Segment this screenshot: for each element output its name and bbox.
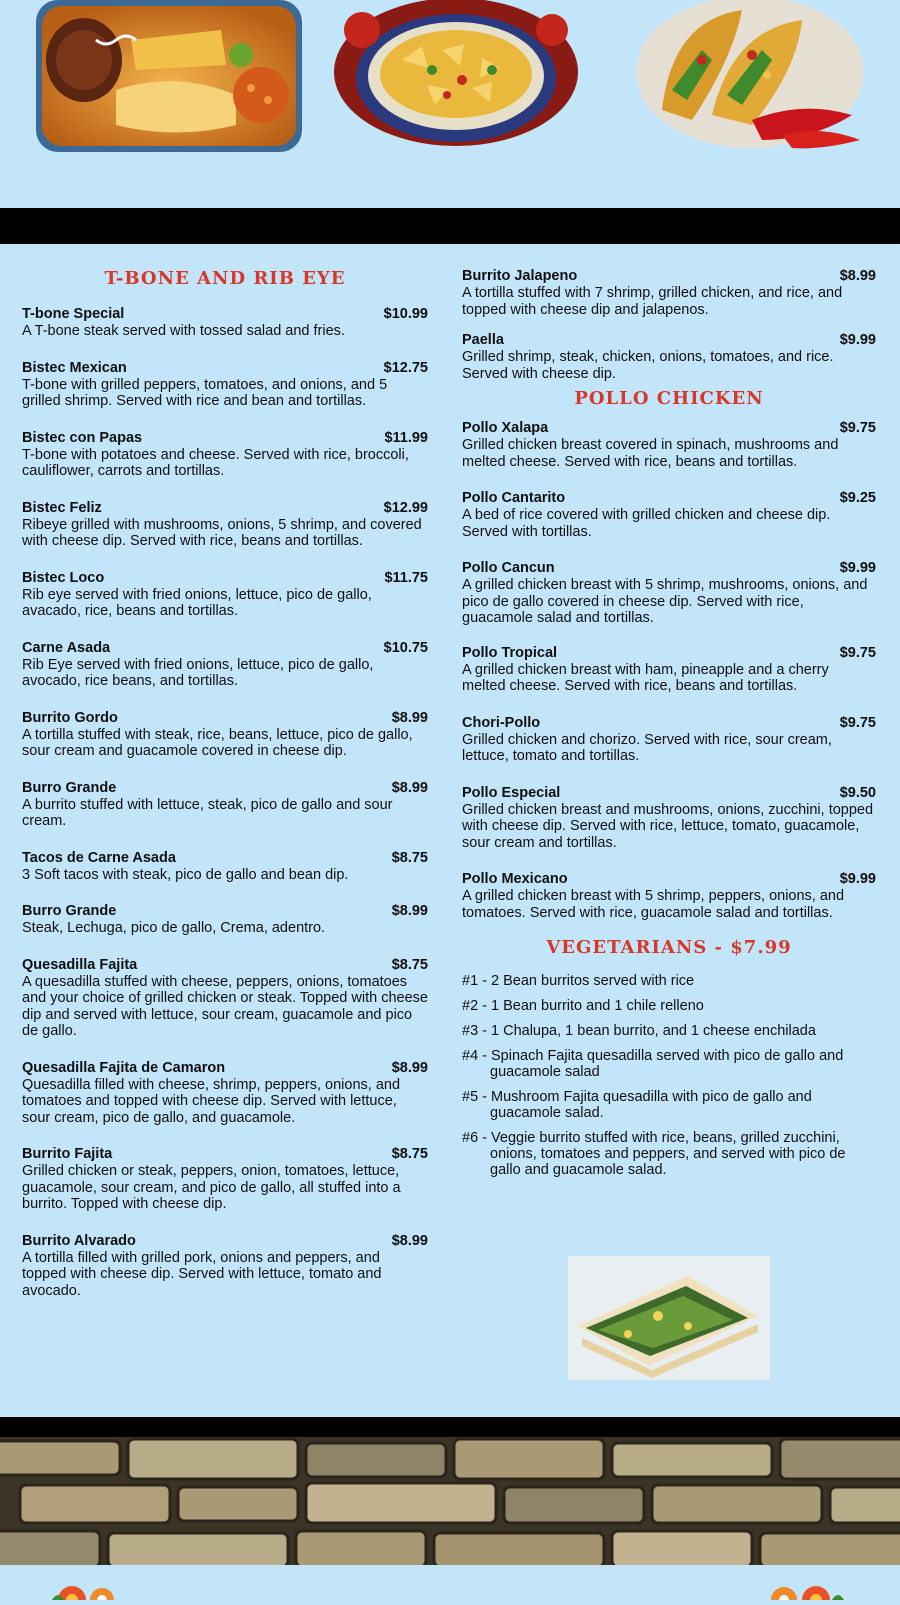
top-black-band: [0, 208, 900, 244]
menu-item-description: T-bone with grilled peppers, tomatoes, and onions, and 5 grilled shrimp. Served with rice and bean and tortillas.: [22, 376, 388, 409]
menu-item-price: $9.75: [839, 644, 876, 661]
section-title-tbone: T-BONE AND RIB EYE: [104, 268, 346, 289]
menu-item: [22, 1060, 428, 1127]
menu-item-name: Pollo Tropical: [462, 644, 558, 661]
bottom-black-band: [0, 1417, 900, 1439]
left-column: [22, 268, 428, 1299]
pollo-items-list: [462, 420, 876, 921]
menu-item-description: A grilled chicken breast with 5 shrimp, peppers, onions, and tomatoes. Served with rice, guacamole salad and tortillas.: [462, 888, 845, 921]
menu-item-price: $9.75: [839, 420, 876, 436]
menu-item-price: $11.75: [384, 569, 428, 586]
photo-strip: [0, 0, 900, 208]
menu-item: [22, 780, 428, 830]
menu-item-price: $12.99: [383, 499, 428, 516]
menu-item-price: $8.99: [391, 709, 428, 726]
menu-item-name: Pollo Xalapa: [462, 420, 549, 436]
menu-item-price: $10.99: [383, 306, 428, 322]
menu-item-name: Pollo Cancun: [462, 560, 555, 576]
menu-item: [462, 715, 876, 765]
menu-item-description: 3 Soft tacos with steak, pico de gallo and bean dip.: [22, 866, 349, 883]
menu-item-price: $9.75: [839, 714, 876, 731]
menu-item-description: A tortilla stuffed with 7 shrimp, grilled chicken, and rice, and topped with cheese dip and jalapenos.: [462, 285, 843, 318]
menu-item-name: Pollo Especial: [462, 784, 561, 801]
menu-item-description: Rib Eye served with fried onions, lettuce, pico de gallo, avocado, rice beans, and tortillas.: [22, 656, 374, 689]
vegetarian-item: #1 - 2 Bean burritos served with rice: [462, 973, 695, 989]
menu-item: [462, 871, 876, 921]
menu-item-description: Grilled chicken or steak, peppers, onion, tomatoes, lettuce, guacamole, sour cream, and pico de gallo, all stuffed into a burrito. Topped with cheese dip.: [22, 1163, 401, 1212]
menu-item-header: [462, 715, 876, 732]
menu-item-header: [22, 1233, 428, 1250]
menu-item-description: A grilled chicken breast with 5 shrimp, mushrooms, onions, and pico de gallo covered in cheese dip. Served with rice, guacamole salad and tortillas.: [462, 577, 868, 626]
menu-item-description: Rib eye served with fried onions, lettuce, pico de gallo, avacado, rice, beans and tortillas.: [22, 586, 372, 619]
menu-item-name: Pollo Mexicano: [462, 871, 568, 887]
vegetarian-item: #4 - Spinach Fajita quesadilla served with pico de gallo and guacamole salad: [462, 1048, 844, 1080]
menu-item-header: [22, 360, 428, 377]
vegetarian-item: #5 - Mushroom Fajita quesadilla with pico de gallo and guacamole salad.: [462, 1089, 812, 1121]
menu-item-description: Grilled chicken breast and mushrooms, onions, zucchini, topped with cheese dip. Served with rice, lettuce, tomato, guacamole, sour cream and tortillas.: [462, 801, 874, 851]
vegetarian-item: #2 - 1 Bean burrito and 1 chile relleno: [462, 998, 704, 1014]
menu-item: [462, 560, 876, 627]
menu-item-name: Bistec Mexican: [22, 359, 127, 376]
menu-item-header: [462, 332, 876, 349]
menu-item-description: A bed of rice covered with grilled chicken and cheese dip. Served with tortillas.: [462, 507, 831, 540]
menu-item-header: [22, 1060, 428, 1077]
menu-item: [22, 500, 428, 550]
menu-item: [22, 1233, 428, 1300]
menu-item-price: $8.99: [391, 779, 428, 796]
menu-item-description: A T-bone steak served with tossed salad and fries.: [22, 323, 345, 339]
menu-item-name: Burrito Jalapeno: [462, 268, 578, 284]
menu-item-price: $9.25: [839, 490, 876, 506]
menu-item-name: Tacos de Carne Asada: [22, 849, 176, 866]
menu-item-price: $9.50: [839, 784, 876, 801]
menu-item-price: $11.99: [384, 429, 428, 446]
section-title-vegetarians: VEGETARIANS - $7.99: [546, 937, 792, 958]
menu-item-name: Burrito Gordo: [22, 709, 118, 726]
menu-item: [462, 490, 876, 540]
quesadilla-photo: [568, 1256, 770, 1380]
menu-item-price: $9.99: [839, 871, 876, 887]
menu-item-name: Bistec Loco: [22, 569, 105, 586]
menu-item-price: $8.99: [391, 1232, 428, 1249]
menu-item-header: [22, 640, 428, 657]
stone-wall: [0, 1437, 900, 1565]
menu-item-header: [22, 903, 428, 920]
menu-item-header: [22, 710, 428, 727]
menu-item-name: Quesadilla Fajita: [22, 956, 138, 973]
menu-item-header: [462, 645, 876, 662]
left-items-list: [22, 306, 428, 1299]
menu-item-name: T-bone Special: [22, 306, 125, 322]
menu-item: [22, 957, 428, 1040]
menu-item-header: [22, 850, 428, 867]
menu-item-description: Grilled shrimp, steak, chicken, onions, tomatoes, and rice. Served with cheese dip.: [462, 349, 834, 382]
menu-item-header: [22, 780, 428, 797]
menu-item-header: [22, 957, 428, 974]
menu-item: [22, 640, 428, 690]
menu-item-description: Grilled chicken and chorizo. Served with rice, sour cream, lettuce, tomato and tortillas.: [462, 731, 832, 764]
enchilada-plate-photo: [36, 0, 302, 152]
menu-item-header: [462, 871, 876, 888]
menu-item-name: Burro Grande: [22, 903, 117, 919]
menu-item-description: A tortilla filled with grilled pork, onions and peppers, and topped with cheese dip. Served with lettuce, tomato and avocado.: [22, 1249, 382, 1299]
menu-item-description: A tortilla stuffed with steak, rice, beans, lettuce, pico de gallo, sour cream and guacamole covered in cheese dip.: [22, 726, 413, 759]
menu-item: [462, 420, 876, 470]
menu-item-price: $9.99: [839, 332, 876, 348]
right-top-items: [462, 268, 876, 382]
menu-item: [22, 903, 428, 937]
menu-item-price: $8.75: [391, 1146, 428, 1162]
menu-item-name: Carne Asada: [22, 639, 111, 656]
menu-item: [22, 430, 428, 480]
menu-item: [22, 360, 428, 410]
menu-item: [22, 306, 428, 340]
menu-item-header: [22, 1146, 428, 1163]
menu-item: [462, 645, 876, 695]
vegetarian-items-list: [462, 973, 876, 1178]
tacos-photo: [632, 0, 868, 152]
menu-item: [22, 850, 428, 884]
menu-item: [22, 570, 428, 620]
menu-item-description: A grilled chicken breast with ham, pineapple and a cherry melted cheese. Served with rice, beans and tortillas.: [462, 661, 829, 694]
menu-item-name: Bistec con Papas: [22, 429, 143, 446]
menu-item-header: [462, 420, 876, 437]
menu-item-name: Burrito Alvarado: [22, 1232, 136, 1249]
menu-item-header: [462, 560, 876, 577]
menu-item: [22, 1146, 428, 1213]
menu-item: [462, 332, 876, 382]
menu-item-description: Quesadilla filled with cheese, shrimp, peppers, onions, and tomatoes and topped with cheese dip. Served with lettuce, sour cream, pico de gallo, and guacamole.: [22, 1076, 401, 1126]
menu-item-price: $8.99: [391, 903, 428, 919]
menu-item: [462, 785, 876, 852]
menu-item-price: $9.99: [839, 560, 876, 576]
menu-item-header: [22, 430, 428, 447]
menu-item-name: Bistec Feliz: [22, 499, 102, 516]
menu-item: [22, 710, 428, 760]
flower-icon: [764, 1586, 844, 1605]
menu-item-header: [22, 500, 428, 517]
menu-item-price: $8.99: [839, 268, 876, 284]
menu-item-price: $8.75: [391, 956, 428, 973]
menu-item-header: [462, 785, 876, 802]
menu-item-name: Burrito Fajita: [22, 1146, 113, 1162]
menu-item-header: [462, 490, 876, 507]
menu-item-description: A burrito stuffed with lettuce, steak, pico de gallo and sour cream.: [22, 796, 393, 829]
menu-item-header: [22, 570, 428, 587]
menu-item-description: Steak, Lechuga, pico de gallo, Crema, adentro.: [22, 920, 326, 936]
menu-item-price: $12.75: [383, 359, 428, 376]
flower-icon: [52, 1586, 128, 1605]
right-column: [462, 268, 876, 1187]
menu-item-description: Ribeye grilled with mushrooms, onions, 5 shrimp, and covered with cheese dip. Served with rice, beans and tortillas.: [22, 516, 422, 549]
menu-item-header: [22, 306, 428, 323]
vegetarian-item: #3 - 1 Chalupa, 1 bean burrito, and 1 cheese enchilada: [462, 1023, 816, 1039]
nachos-photo: [332, 0, 580, 152]
menu-item-name: Paella: [462, 332, 504, 348]
section-title-pollo: POLLO CHICKEN: [574, 388, 764, 409]
menu-item-description: A quesadilla stuffed with cheese, peppers, onions, tomatoes and your choice of grilled chicken or steak. Topped with cheese dip and served with lettuce, sour cream, guacamole and pico de gallo.: [22, 973, 428, 1039]
menu-item: [462, 268, 876, 318]
menu-item-name: Pollo Cantarito: [462, 490, 566, 506]
menu-item-price: $8.99: [391, 1059, 428, 1076]
menu-item-price: $10.75: [383, 639, 428, 656]
menu-item-name: Burro Grande: [22, 779, 117, 796]
menu-item-description: T-bone with potatoes and cheese. Served with rice, broccoli, cauliflower, carrots and tortillas.: [22, 446, 409, 479]
menu-item-price: $8.75: [391, 849, 428, 866]
menu-item-header: [462, 268, 876, 285]
menu-item-name: Chori-Pollo: [462, 714, 541, 731]
menu-item-description: Grilled chicken breast covered in spinach, mushrooms and melted cheese. Served with rice, beans and tortillas.: [462, 437, 839, 470]
vegetarian-item: #6 - Veggie burrito stuffed with rice, beans, grilled zucchini, onions, tomatoes and peppers, and served with pico de gallo and guacamole salad.: [462, 1130, 846, 1178]
menu-item-name: Quesadilla Fajita de Camaron: [22, 1059, 226, 1076]
